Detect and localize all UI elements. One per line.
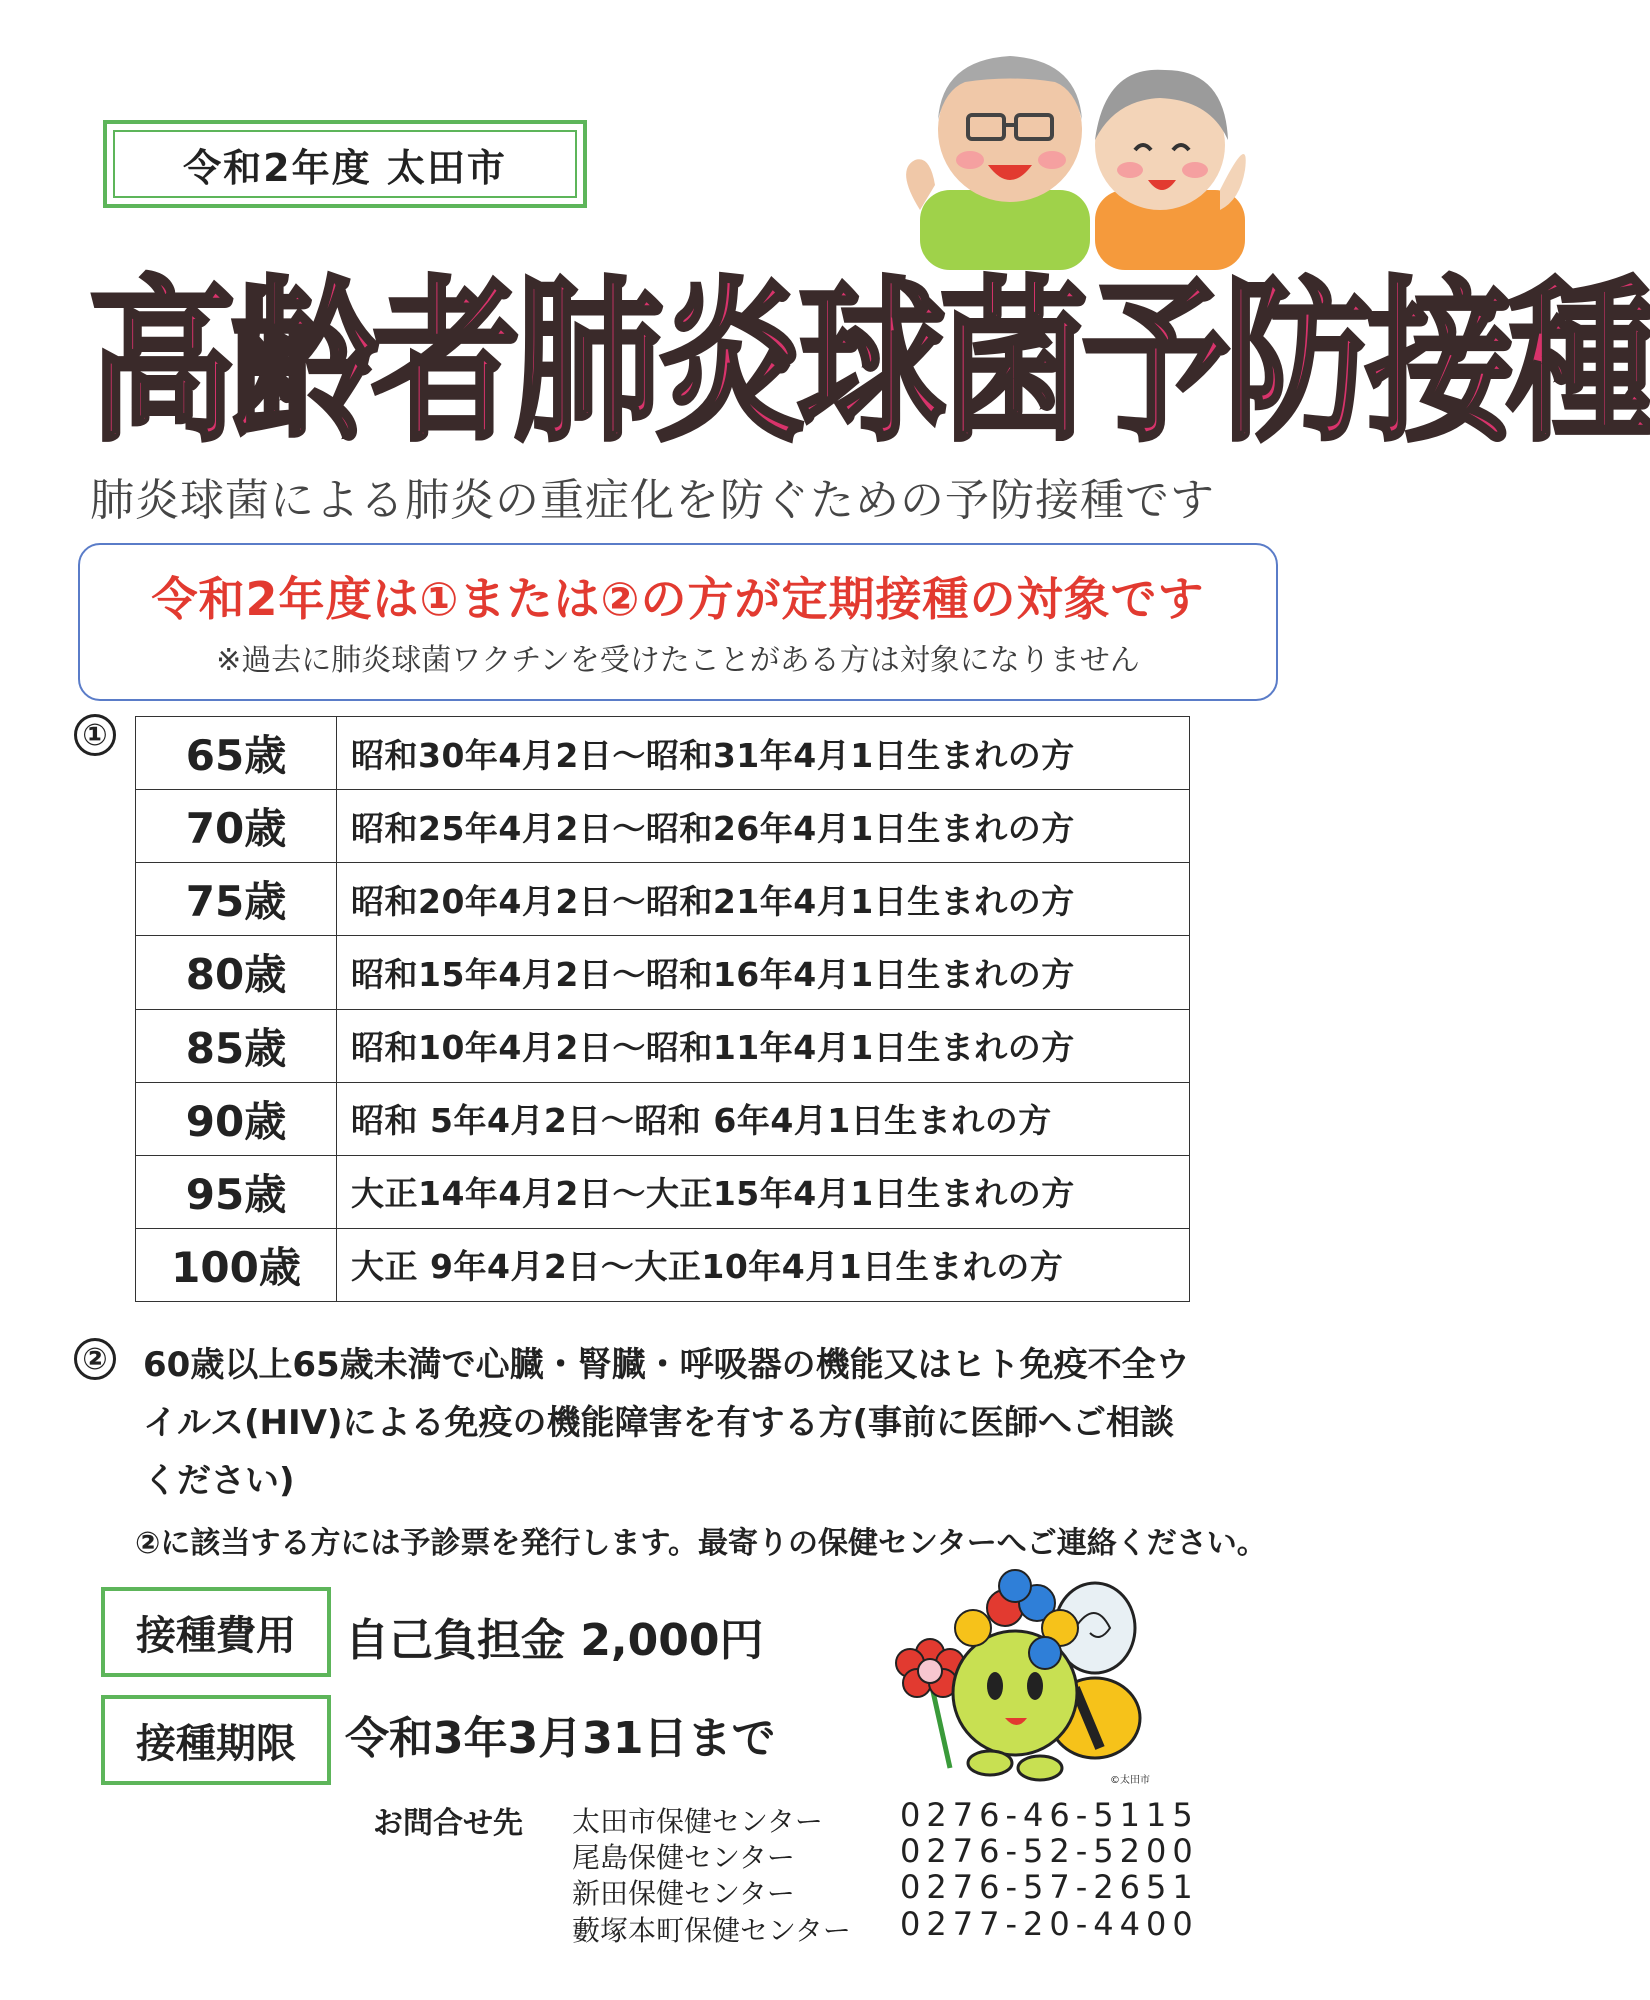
table-row <box>136 1082 1190 1155</box>
contact-name: 太田市保健センター <box>572 1805 823 1838</box>
age-cell: 70歳 <box>136 790 337 863</box>
birthdate-range-cell: 昭和20年4月2日～昭和21年4月1日生まれの方 <box>337 863 1190 936</box>
birthdate-range-cell: 昭和 5年4月2日～昭和 6年4月1日生まれの方 <box>337 1082 1190 1155</box>
year-label: 令和2年度 太田市 <box>183 145 507 190</box>
age-cell: 85歳 <box>136 1009 337 1082</box>
age-cell: 90歳 <box>136 1082 337 1155</box>
table-row <box>136 1009 1190 1082</box>
table-row <box>136 936 1190 1009</box>
year-label-box <box>103 120 587 208</box>
condition-two-text: 60歳以上65歳未満で心臓・腎臓・呼吸器の機能又はヒト免疫不全ウイルス(HIV)による免疫の機能障害を有する方(事前に医師へご相談ください) <box>143 1345 1190 1501</box>
period-value: 令和3年3月31日まで <box>345 1713 776 1764</box>
mascot-credit: ©太田市 <box>1110 1775 1150 1786</box>
birthdate-range-cell: 昭和15年4月2日～昭和16年4月1日生まれの方 <box>337 936 1190 1009</box>
subtitle: 肺炎球菌による肺炎の重症化を防ぐための予防接種です <box>90 475 1215 526</box>
birthdate-range-cell: 昭和10年4月2日～昭和11年4月1日生まれの方 <box>337 1009 1190 1082</box>
fee-label: 接種費用 <box>101 1587 331 1677</box>
contact-name: 藪塚本町保健センター <box>572 1914 851 1947</box>
contact-phone: 0277-20-4400 <box>900 1905 1199 1943</box>
eligibility-notice: 令和2年度は①または②の方が定期接種の対象です <box>151 572 1205 626</box>
age-cell: 75歳 <box>136 863 337 936</box>
elderly-couple-illustration <box>890 20 1250 260</box>
eligibility-note: ※過去に肺炎球菌ワクチンを受けたことがある方は対象になりません <box>216 643 1140 678</box>
contact-phone: 0276-52-5200 <box>900 1832 1199 1870</box>
table-row <box>136 863 1190 936</box>
eligibility-notice-box <box>78 543 1278 701</box>
age-cell: 95歳 <box>136 1155 337 1228</box>
main-title: 高齢者肺炎球菌予防接種 <box>88 261 1650 465</box>
circled-two-marker: ② <box>74 1338 116 1380</box>
birthdate-range-cell: 昭和25年4月2日～昭和26年4月1日生まれの方 <box>337 790 1190 863</box>
age-eligibility-table <box>135 716 1190 1302</box>
table-row <box>136 1155 1190 1228</box>
fee-value: 自己負担金 2,000円 <box>345 1615 764 1666</box>
birthdate-range-cell: 昭和30年4月2日～昭和31年4月1日生まれの方 <box>337 717 1190 790</box>
condition-two-note: ②に該当する方には予診票を発行します。最寄りの保健センターへご連絡ください。 <box>135 1526 1267 1561</box>
contact-name: 新田保健センター <box>572 1877 795 1910</box>
birthdate-range-cell: 大正 9年4月2日～大正10年4月1日生まれの方 <box>337 1228 1190 1301</box>
period-label: 接種期限 <box>101 1695 331 1785</box>
table-row <box>136 1228 1190 1301</box>
circled-one-marker: ① <box>74 714 116 756</box>
birthdate-range-cell: 大正14年4月2日～大正15年4月1日生まれの方 <box>337 1155 1190 1228</box>
contact-name: 尾島保健センター <box>572 1841 795 1874</box>
table-row <box>136 790 1190 863</box>
age-cell: 65歳 <box>136 717 337 790</box>
mascot-illustration <box>895 1568 1155 1788</box>
contact-phone: 0276-46-5115 <box>900 1796 1199 1834</box>
table-row <box>136 717 1190 790</box>
age-cell: 100歳 <box>136 1228 337 1301</box>
age-cell: 80歳 <box>136 936 337 1009</box>
contact-label: お問合せ先 <box>373 1806 523 1841</box>
contact-phone: 0276-57-2651 <box>900 1868 1199 1906</box>
